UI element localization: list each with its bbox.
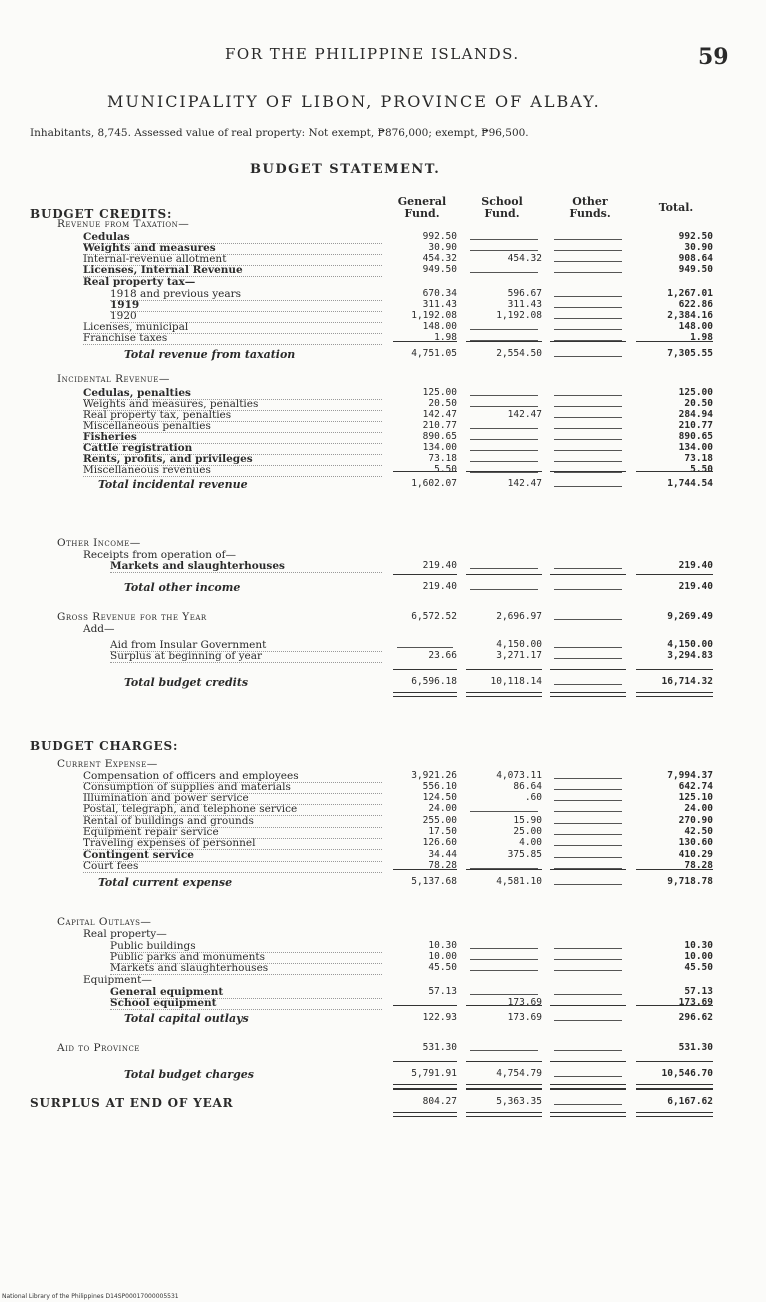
tot-fund-value: 9,718.78 (667, 876, 713, 887)
gen-sum-rule (393, 1089, 457, 1090)
oth-empty-dash (554, 329, 622, 330)
sch-empty-dash (470, 959, 538, 960)
col-other-funds: Other Funds. (569, 195, 611, 220)
tot-fund-value: 16,714.32 (661, 676, 713, 687)
gen-fund-value: 4,751.05 (411, 348, 457, 359)
row-label: Traveling expenses of personnel (83, 837, 382, 850)
oth-sum-rule (550, 1061, 626, 1062)
sch-empty-dash (470, 970, 538, 971)
oth-empty-dash (554, 307, 622, 308)
oth-empty-dash (554, 428, 622, 429)
tot-fund-value: 7,994.37 (667, 770, 713, 781)
row-label: Miscellaneous penalties (83, 420, 382, 433)
gen-fund-value: 6,596.18 (411, 676, 457, 687)
gen-sum-rule (393, 669, 457, 670)
row-label: Add— (83, 623, 115, 635)
gen-fund-value: 148.00 (422, 321, 457, 332)
sch-empty-dash (470, 1050, 538, 1051)
sch-sum-rule (466, 1089, 542, 1090)
total-row-label: Total incidental revenue (98, 478, 248, 491)
oth-empty-dash (554, 789, 622, 790)
tot-fund-value: 5.50 (690, 464, 713, 475)
sch-empty-dash (470, 406, 538, 407)
oth-sum-rule (550, 1005, 626, 1006)
oth-sum-rule (550, 471, 626, 472)
total-row-label: Total revenue from taxation (124, 348, 296, 361)
row-label: Fisheries (83, 431, 382, 444)
sch-fund-value: 4,073.11 (496, 770, 542, 781)
sch-sum-rule (466, 471, 542, 472)
gen-fund-value: 142.47 (422, 409, 457, 420)
total-row-label: Total other income (124, 581, 241, 594)
row-label: Cedulas, penalties (83, 387, 382, 400)
gen-fund-value: 255.00 (422, 815, 457, 826)
tot-fund-value: 125.00 (678, 387, 713, 398)
sch-fund-value: 142.47 (507, 478, 542, 489)
gen-fund-value: 210.77 (422, 420, 457, 431)
oth-empty-dash (554, 450, 622, 451)
oth-empty-dash (554, 811, 622, 812)
gen-fund-value: 670.34 (422, 288, 457, 299)
gen-fund-value: 992.50 (422, 231, 457, 242)
row-label: Incidental Revenue— (57, 373, 170, 385)
row-label: Compensation of officers and employees (83, 770, 382, 783)
sch-fund-value: 173.69 (507, 1012, 542, 1023)
gen-fund-value: 122.93 (422, 1012, 457, 1023)
row-label: Aid from Insular Government (110, 639, 382, 652)
oth-empty-dash (554, 684, 622, 685)
row-label: Court fees (83, 860, 382, 873)
sch-fund-value: 2,696.97 (496, 611, 542, 622)
row-label: Weights and measures, penalties (83, 398, 382, 411)
gen-fund-value: 134.00 (422, 442, 457, 453)
oth-empty-dash (554, 994, 622, 995)
tot-sum-rule (636, 471, 713, 472)
row-label: Markets and slaughterhouses (110, 962, 382, 975)
gen-fund-value: 78.28 (428, 860, 457, 871)
oth-empty-dash (554, 486, 622, 487)
tot-fund-value: 4,150.00 (667, 639, 713, 650)
tot-fund-value: 908.64 (678, 253, 713, 264)
gen-fund-value: 3,921.26 (411, 770, 457, 781)
gen-double-rule (393, 692, 457, 697)
tot-sum-rule (636, 1005, 713, 1006)
gen-fund-value: 1.98 (434, 332, 457, 343)
tot-fund-value: 78.28 (684, 860, 713, 871)
gen-fund-value: 125.00 (422, 387, 457, 398)
oth-empty-dash (554, 439, 622, 440)
gen-fund-value: 219.40 (422, 581, 457, 592)
oth-sum-rule (550, 341, 626, 342)
sch-empty-dash (470, 811, 538, 812)
row-label: Revenue from Taxation— (57, 218, 190, 230)
sch-fund-value: 25.00 (513, 826, 542, 837)
row-label: 1919 (110, 299, 382, 312)
municipality-title: MUNICIPALITY OF LIBON, PROVINCE OF ALBAY. (107, 92, 601, 111)
gen-fund-value: 30.90 (428, 242, 457, 253)
tot-fund-value: 10,546.70 (661, 1068, 713, 1079)
oth-empty-dash (554, 261, 622, 262)
row-label: Licenses, municipal (83, 321, 382, 334)
sch-fund-value: 1,192.08 (496, 310, 542, 321)
tot-fund-value: 1,267.01 (667, 288, 713, 299)
gen-fund-value: 24.00 (428, 803, 457, 814)
oth-empty-dash (554, 568, 622, 569)
oth-empty-dash (554, 658, 622, 659)
total-row-label: Total current expense (98, 876, 233, 889)
tot-fund-value: 2,384.16 (667, 310, 713, 321)
oth-empty-dash (554, 778, 622, 779)
gen-sum-rule (393, 471, 457, 472)
gen-fund-value: 311.43 (422, 299, 457, 310)
sch-fund-value: 311.43 (507, 299, 542, 310)
total-row-label: Total capital outlays (124, 1012, 249, 1025)
sch-fund-value: 10,118.14 (490, 676, 542, 687)
oth-double-rule (550, 1112, 626, 1117)
gen-fund-value: 34.44 (428, 849, 457, 860)
row-label: Real property tax— (83, 276, 196, 288)
tot-fund-value: 134.00 (678, 442, 713, 453)
row-label: Surplus at beginning of year (110, 650, 382, 663)
oth-empty-dash (554, 1076, 622, 1077)
tot-fund-value: 210.77 (678, 420, 713, 431)
statement-title: BUDGET STATEMENT. (250, 162, 441, 177)
gen-fund-value: 124.50 (422, 792, 457, 803)
gen-empty-dash (397, 647, 453, 648)
row-label: Consumption of supplies and materials (83, 781, 382, 794)
row-label: Illumination and power service (83, 792, 382, 805)
tot-fund-value: 42.50 (684, 826, 713, 837)
sch-empty-dash (470, 568, 538, 569)
row-label: Equipment— (83, 974, 152, 986)
row-label: Miscellaneous revenues (83, 464, 382, 477)
sch-sum-rule (466, 574, 542, 575)
oth-empty-dash (554, 589, 622, 590)
tot-fund-value: 949.50 (678, 264, 713, 275)
sch-empty-dash (470, 239, 538, 240)
tot-fund-value: 10.30 (684, 940, 713, 951)
oth-empty-dash (554, 948, 622, 949)
oth-empty-dash (554, 970, 622, 971)
row-label: General equipment (110, 986, 382, 999)
tot-fund-value: 6,167.62 (667, 1096, 713, 1107)
tot-fund-value: 57.13 (684, 986, 713, 997)
row-label: Cedulas (83, 231, 382, 244)
row-label: Rental of buildings and grounds (83, 815, 382, 828)
sch-empty-dash (470, 272, 538, 273)
oth-empty-dash (554, 1050, 622, 1051)
tot-fund-value: 30.90 (684, 242, 713, 253)
row-label: 1920 (110, 310, 382, 323)
gen-fund-value: 73.18 (428, 453, 457, 464)
tot-sum-rule (636, 669, 713, 670)
oth-sum-rule (550, 574, 626, 575)
sch-fund-value: .60 (524, 792, 542, 803)
sch-fund-value: 454.32 (507, 253, 542, 264)
sch-sum-rule (466, 669, 542, 670)
oth-empty-dash (554, 845, 622, 846)
sch-sum-rule (466, 341, 542, 342)
sch-empty-dash (470, 461, 538, 462)
gen-fund-value: 10.00 (428, 951, 457, 962)
gen-fund-value: 5,791.91 (411, 1068, 457, 1079)
sch-empty-dash (470, 450, 538, 451)
sch-empty-dash (470, 428, 538, 429)
oth-empty-dash (554, 823, 622, 824)
gen-fund-value: 126.60 (422, 837, 457, 848)
tot-fund-value: 7,305.55 (667, 348, 713, 359)
tot-fund-value: 219.40 (678, 581, 713, 592)
sch-sum-rule (466, 1061, 542, 1062)
tot-fund-value: 130.60 (678, 837, 713, 848)
tot-double-rule (636, 1112, 713, 1117)
tot-fund-value: 24.00 (684, 803, 713, 814)
oth-empty-dash (554, 1020, 622, 1021)
oth-empty-dash (554, 884, 622, 885)
oth-empty-dash (554, 834, 622, 835)
row-label: Aid to Province (57, 1042, 140, 1054)
oth-sum-rule (550, 869, 626, 870)
oth-empty-dash (554, 857, 622, 858)
library-footer: National Library of the Philippines D14SP00017000005531 (2, 1293, 179, 1300)
row-label: Receipts from operation of— (83, 549, 237, 561)
row-label: Markets and slaughterhouses (110, 560, 382, 573)
running-title: FOR THE PHILIPPINE ISLANDS. (225, 45, 520, 63)
col-total: Total. (658, 201, 694, 214)
tot-fund-value: 890.65 (678, 431, 713, 442)
row-label: Current Expense— (57, 758, 158, 770)
gen-fund-value: 20.50 (428, 398, 457, 409)
oth-empty-dash (554, 272, 622, 273)
row-label: Public parks and monuments (110, 951, 382, 964)
row-label: Licenses, Internal Revenue (83, 264, 382, 277)
tot-fund-value: 284.94 (678, 409, 713, 420)
row-label: School equipment (110, 997, 382, 1010)
oth-empty-dash (554, 619, 622, 620)
sch-fund-value: 4,150.00 (496, 639, 542, 650)
tot-fund-value: 642.74 (678, 781, 713, 792)
gen-fund-value: 17.50 (428, 826, 457, 837)
tot-sum-rule (636, 574, 713, 575)
sch-fund-value: 4,754.79 (496, 1068, 542, 1079)
oth-empty-dash (554, 395, 622, 396)
row-label: 1918 and previous years (110, 288, 382, 301)
oth-empty-dash (554, 250, 622, 251)
tot-fund-value: 992.50 (678, 231, 713, 242)
page-number: 59 (698, 44, 729, 70)
tot-double-rule (636, 692, 713, 697)
row-label: Contingent service (83, 849, 382, 862)
total-row-label: Total budget credits (124, 676, 249, 689)
row-label: Internal-revenue allotment (83, 253, 382, 266)
sch-sum-rule (466, 869, 542, 870)
row-label: Weights and measures (83, 242, 382, 255)
row-label: Postal, telegraph, and telephone service (83, 803, 382, 816)
row-label: Equipment repair service (83, 826, 382, 839)
sch-empty-dash (470, 439, 538, 440)
gen-sum-rule (393, 869, 457, 870)
tot-fund-value: 9,269.49 (667, 611, 713, 622)
oth-empty-dash (554, 647, 622, 648)
gen-sum-rule (393, 341, 457, 342)
oth-sum-rule (550, 669, 626, 670)
inhabitants-line: Inhabitants, 8,745. Assessed value of real property: Not exempt, ₱876,000; exempt, ₱96,500. (30, 127, 529, 139)
tot-fund-value: 270.90 (678, 815, 713, 826)
tot-fund-value: 148.00 (678, 321, 713, 332)
oth-empty-dash (554, 417, 622, 418)
sch-fund-value: 596.67 (507, 288, 542, 299)
gen-fund-value: 5.50 (434, 464, 457, 475)
sch-fund-value: 15.90 (513, 815, 542, 826)
oth-empty-dash (554, 800, 622, 801)
oth-double-rule (550, 692, 626, 697)
gen-sum-rule (393, 1061, 457, 1062)
tot-sum-rule (636, 869, 713, 870)
sch-sum-rule (466, 1005, 542, 1006)
oth-empty-dash (554, 472, 622, 473)
tot-fund-value: 1,744.54 (667, 478, 713, 489)
gen-fund-value: 57.13 (428, 986, 457, 997)
sch-fund-value: 86.64 (513, 781, 542, 792)
row-label: Capital Outlays— (57, 916, 152, 928)
sch-double-rule (466, 692, 542, 697)
sch-empty-dash (470, 472, 538, 473)
tot-fund-value: 531.30 (678, 1042, 713, 1053)
gen-fund-value: 10.30 (428, 940, 457, 951)
row-label: Public buildings (110, 940, 382, 953)
gen-fund-value: 45.50 (428, 962, 457, 973)
gen-fund-value: 5,137.68 (411, 876, 457, 887)
budget-charges-heading: BUDGET CHARGES: (30, 739, 179, 753)
gen-fund-value: 804.27 (422, 1096, 457, 1107)
sch-empty-dash (470, 994, 538, 995)
gen-fund-value: 1,602.07 (411, 478, 457, 489)
row-label: Franchise taxes (83, 332, 382, 345)
oth-empty-dash (554, 1104, 622, 1105)
sch-fund-value: 4.00 (519, 837, 542, 848)
gen-fund-value: 1,192.08 (411, 310, 457, 321)
gen-double-rule (393, 1112, 457, 1117)
oth-empty-dash (554, 296, 622, 297)
total-row-label: Total budget charges (124, 1068, 254, 1081)
tot-fund-value: 45.50 (684, 962, 713, 973)
gen-fund-value: 949.50 (422, 264, 457, 275)
sch-empty-dash (470, 329, 538, 330)
sch-fund-value: 173.69 (507, 997, 542, 1008)
sch-double-rule (466, 1112, 542, 1117)
gen-fund-value: 890.65 (422, 431, 457, 442)
tot-sum-rule (636, 1061, 713, 1062)
row-label: Gross Revenue for the Year (57, 611, 207, 623)
gen-sum-rule (393, 1005, 457, 1006)
row-label: SURPLUS AT END OF YEAR (30, 1096, 234, 1110)
oth-empty-dash (554, 239, 622, 240)
tot-fund-value: 622.86 (678, 299, 713, 310)
tot-fund-value: 219.40 (678, 560, 713, 571)
tot-sum-rule (636, 341, 713, 342)
oth-empty-dash (554, 959, 622, 960)
tot-fund-value: 125.10 (678, 792, 713, 803)
sch-empty-dash (470, 589, 538, 590)
tot-fund-value: 1.98 (690, 332, 713, 343)
gen-fund-value: 531.30 (422, 1042, 457, 1053)
tot-fund-value: 296.62 (678, 1012, 713, 1023)
tot-sum-rule (636, 1089, 713, 1090)
oth-empty-dash (554, 356, 622, 357)
gen-fund-value: 6,572.52 (411, 611, 457, 622)
oth-empty-dash (554, 318, 622, 319)
oth-empty-dash (554, 461, 622, 462)
gen-fund-value: 454.32 (422, 253, 457, 264)
col-school-fund: School Fund. (481, 195, 523, 220)
budget-credits-heading: BUDGET CREDITS: (30, 207, 173, 221)
row-label: Real property— (83, 928, 167, 940)
sch-fund-value: 3,271.17 (496, 650, 542, 661)
tot-fund-value: 173.69 (678, 997, 713, 1008)
gen-fund-value: 219.40 (422, 560, 457, 571)
oth-empty-dash (554, 406, 622, 407)
sch-fund-value: 4,581.10 (496, 876, 542, 887)
sch-empty-dash (470, 948, 538, 949)
gen-fund-value: 23.66 (428, 650, 457, 661)
tot-fund-value: 3,294.83 (667, 650, 713, 661)
row-label: Rents, profits, and privileges (83, 453, 382, 466)
tot-fund-value: 20.50 (684, 398, 713, 409)
oth-sum-rule (550, 1089, 626, 1090)
sch-fund-value: 5,363.35 (496, 1096, 542, 1107)
row-label: Other Income— (57, 537, 141, 549)
gen-sum-rule (393, 574, 457, 575)
tot-fund-value: 10.00 (684, 951, 713, 962)
sch-empty-dash (470, 250, 538, 251)
row-label: Real property tax, penalties (83, 409, 382, 422)
sch-fund-value: 2,554.50 (496, 348, 542, 359)
sch-fund-value: 142.47 (507, 409, 542, 420)
col-general-fund: General Fund. (397, 195, 447, 220)
tot-fund-value: 410.29 (678, 849, 713, 860)
sch-empty-dash (470, 395, 538, 396)
sch-fund-value: 375.85 (507, 849, 542, 860)
row-label: Cattle registration (83, 442, 382, 455)
gen-fund-value: 556.10 (422, 781, 457, 792)
tot-fund-value: 73.18 (684, 453, 713, 464)
